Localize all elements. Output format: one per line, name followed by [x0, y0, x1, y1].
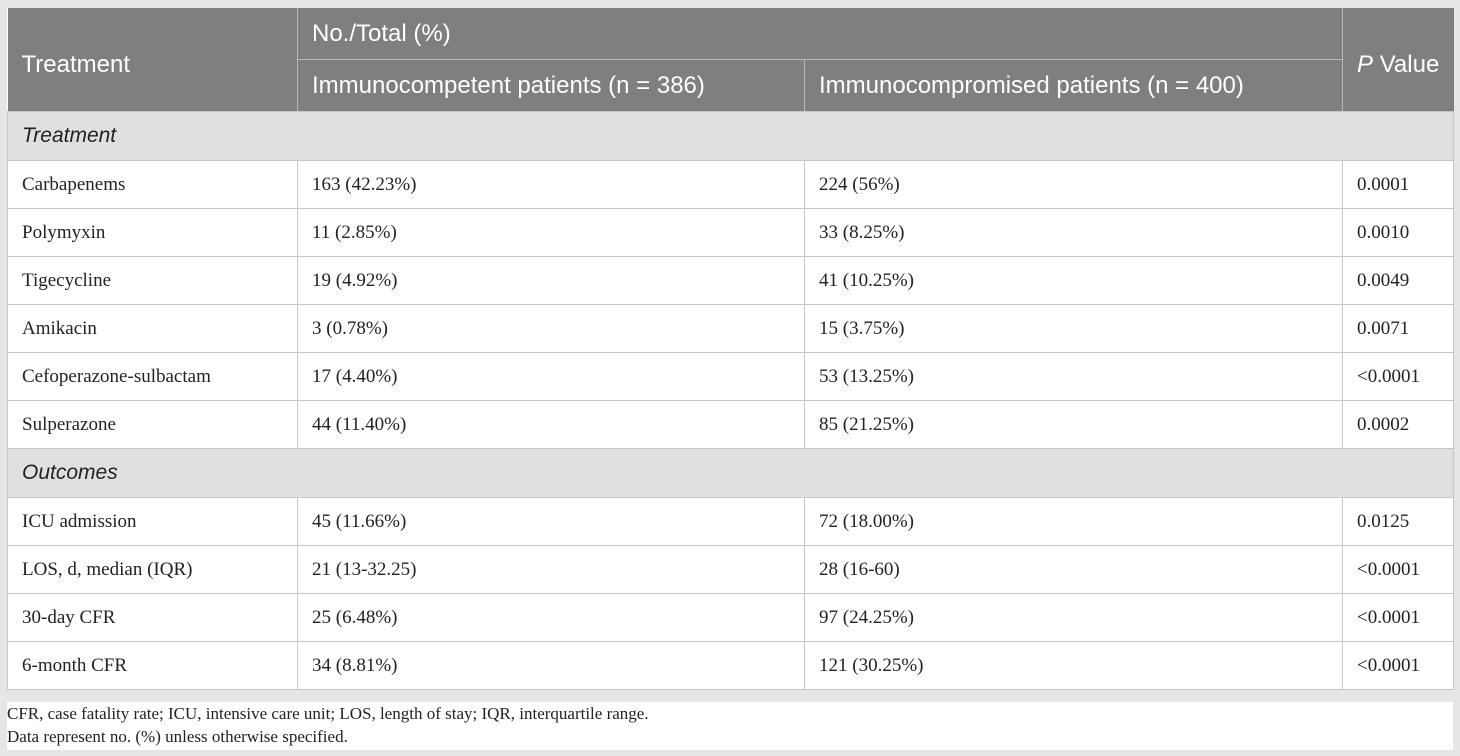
- immunocompromised-cell: 41 (10.25%): [805, 257, 1343, 305]
- table-row: [8, 498, 1454, 546]
- section-row: [8, 449, 1454, 498]
- p-value-cell: <0.0001: [1343, 642, 1454, 690]
- p-value-cell: 0.0049: [1343, 257, 1454, 305]
- immunocompetent-cell: 21 (13-32.25): [298, 546, 805, 594]
- header-p-suffix: Value: [1373, 51, 1440, 78]
- table-row: [8, 257, 1454, 305]
- table-row: [8, 161, 1454, 209]
- footnote-abbreviations: CFR, case fatality rate; ICU, intensive care unit; LOS, length of stay; IQR, interquartile range.: [7, 704, 649, 723]
- header-p-letter: P: [1357, 51, 1374, 78]
- immunocompetent-cell: 17 (4.40%): [298, 353, 805, 401]
- section-title: Treatment: [8, 112, 1454, 161]
- table-row: [8, 546, 1454, 594]
- table-row: [8, 401, 1454, 449]
- immunocompromised-cell: 28 (16-60): [805, 546, 1343, 594]
- p-value-cell: <0.0001: [1343, 353, 1454, 401]
- footnotes: [7, 702, 1453, 750]
- row-label-cell: Polymyxin: [8, 209, 298, 257]
- immunocompetent-cell: 25 (6.48%): [298, 594, 805, 642]
- table-row: [8, 305, 1454, 353]
- row-label-cell: 6-month CFR: [8, 642, 298, 690]
- immunocompetent-cell: 3 (0.78%): [298, 305, 805, 353]
- table-row: [8, 594, 1454, 642]
- immunocompromised-cell: 53 (13.25%): [805, 353, 1343, 401]
- immunocompetent-cell: 34 (8.81%): [298, 642, 805, 690]
- immunocompromised-cell: 121 (30.25%): [805, 642, 1343, 690]
- immunocompromised-cell: 85 (21.25%): [805, 401, 1343, 449]
- p-value-cell: 0.0125: [1343, 498, 1454, 546]
- p-value-cell: 0.0010: [1343, 209, 1454, 257]
- header-no-total: No./Total (%): [298, 8, 1343, 60]
- section-title: Outcomes: [8, 449, 1454, 498]
- header-p-value: [1343, 8, 1454, 112]
- row-label-cell: Cefoperazone-sulbactam: [8, 353, 298, 401]
- immunocompromised-cell: 15 (3.75%): [805, 305, 1343, 353]
- table-row: [8, 353, 1454, 401]
- section-row: [8, 112, 1454, 161]
- immunocompromised-cell: 33 (8.25%): [805, 209, 1343, 257]
- row-label-cell: 30-day CFR: [8, 594, 298, 642]
- header-immunocompromised: Immunocompromised patients (n = 400): [805, 60, 1343, 112]
- immunocompromised-cell: 72 (18.00%): [805, 498, 1343, 546]
- header-treatment: Treatment: [8, 8, 298, 112]
- row-label-cell: ICU admission: [8, 498, 298, 546]
- p-value-cell: <0.0001: [1343, 546, 1454, 594]
- data-table: [7, 8, 1454, 690]
- header-immunocompetent: Immunocompetent patients (n = 386): [298, 60, 805, 112]
- table-row: [8, 209, 1454, 257]
- row-label-cell: Sulperazone: [8, 401, 298, 449]
- row-label-cell: Amikacin: [8, 305, 298, 353]
- immunocompetent-cell: 45 (11.66%): [298, 498, 805, 546]
- row-label-cell: LOS, d, median (IQR): [8, 546, 298, 594]
- immunocompromised-cell: 224 (56%): [805, 161, 1343, 209]
- p-value-cell: 0.0001: [1343, 161, 1454, 209]
- p-value-cell: 0.0071: [1343, 305, 1454, 353]
- immunocompetent-cell: 19 (4.92%): [298, 257, 805, 305]
- footnote-data-note: Data represent no. (%) unless otherwise specified.: [7, 727, 348, 746]
- table-body: [8, 112, 1454, 690]
- row-label-cell: Tigecycline: [8, 257, 298, 305]
- row-label-cell: Carbapenems: [8, 161, 298, 209]
- p-value-cell: <0.0001: [1343, 594, 1454, 642]
- table-row: [8, 642, 1454, 690]
- immunocompromised-cell: 97 (24.25%): [805, 594, 1343, 642]
- p-value-cell: 0.0002: [1343, 401, 1454, 449]
- immunocompetent-cell: 163 (42.23%): [298, 161, 805, 209]
- immunocompetent-cell: 11 (2.85%): [298, 209, 805, 257]
- immunocompetent-cell: 44 (11.40%): [298, 401, 805, 449]
- header-row-1: [8, 8, 1454, 60]
